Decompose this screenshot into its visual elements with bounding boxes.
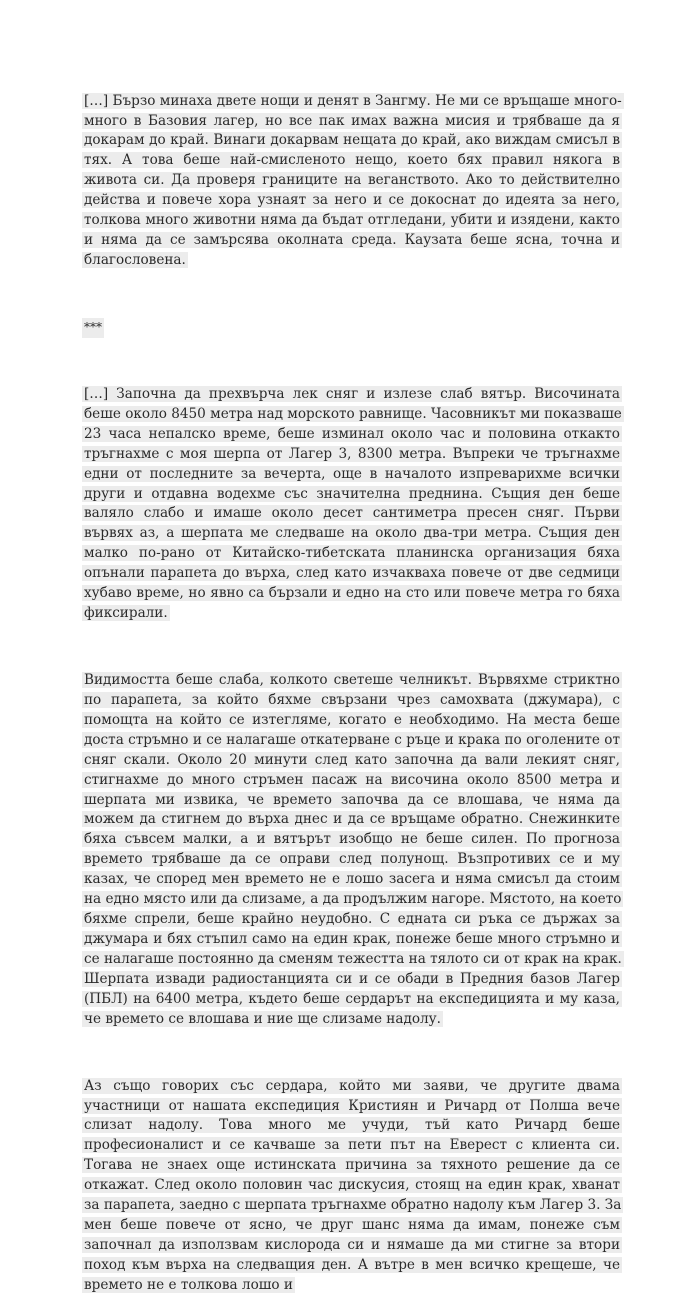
paragraph-visibility: Видимостта беше слаба, колкото светеше челникът. Вървяхме стриктно по парапета, за който бяхме свързани чрез самохвата (джумара), с помощта на който се изтегляме, когато е необходимо. На места беше доста стръмно и се налагаше откатерване с ръце и крака по оголените от сняг скали. Около 20 минути след като започна да вали лекият сняг, стигнахме до много стръмен пасаж на височина около 8500 метра и шерпата ми извика, че времето започва да се влошава, че няма да можем да стигнем до върха днес и да се връщаме обратно. Снежинките бяха съвсем малки, а и вятърът изобщо не беше силен. По прогноза времето трябваше да се оправи след полунощ. Възпротивих се и му казах, че според мен времето не е лошо засега и няма смисъл да стоим на едно място или да слизаме, а да продължим нагоре. Мястото, на което бяхме спрели, беше крайно неудобно. С едната си ръка се държах за джумара и бях стъпил само на един крак, понеже беше много стръмно и се налагаше постоянно да сменям тежестта на тялото си от крак на крак. Шерпата извади радиостанцията си и се обади в Предния базов Лагер (ПБЛ) на 6400 метра, където беше сердарът на експедицията и му каза, че времето се влошава и ние ще слизаме надолу. [84,672,622,1027]
section-separator: *** [82,318,622,338]
document-body [82,78,622,1309]
paragraph-gap [82,1043,622,1063]
paragraph-gap [82,284,622,304]
paragraph-zangmu: […] Бързо минаха двете нощи и денят в Зангму. Не ми се връщаше много-много в Базовия лагер, но все пак имах важна мисия и трябваше да я докарам до край. Винаги докарвам нещата до край, ако виждам смисъл в тях. А това беше най-смисленото нещо, което бях правил някога в живота си. Да проверя границите на веганството. Ако то действително действа и повече хора узнаят за него и се докоснат до идеята за него, толкова много животни няма да бъдат отгледани, убити и изядени, както и няма да се замърсява околната среда. Каузата беше ясна, точна и благословена. [84,92,622,268]
paragraph-gap [82,638,622,658]
paragraph-gap [82,351,622,371]
paragraph-sirdar: Аз също говорих със сердара, който ми заяви, че другите двама участници от нашата експедиция Кристиян и Ричард от Полша вече слизат надолу. Това много ме учуди, тъй като Ричард беше професионалист и се качваше за пети път на Еверест с клиента си. Тогава не знаех още истинската причина за тяхното решение да се откажат. След около половин час дискусия, стоящ на един крак, хванат за парапета, заедно с шерпата тръгнахме обратно надолу към Лагер 3. За мен беше повече от ясно, че друг шанс няма да имам, понеже съм започнал да използвам кислорода си и нямаше да ми стигне за втори поход към върха на следващия ден. А вътре в мен всичко крещеше, че времето не е толкова лошо и [84,1077,622,1293]
paragraph-snow: […] Започна да прехвърча лек сняг и излезе слаб вятър. Височината беше около 8450 метра над морското равнище. Часовникът ми показваше 23 часа непалско време, беше изминал около час и половина откакто тръгнахме с моя шерпа от Лагер 3, 8300 метра. Въпреки че тръгнахме едни от последните за вечерта, още в началото изпреварихме всички други и отдавна водехме със значителна преднина. Същия ден беше валяло слабо и имаше около десет сантиметра пресен сняг. Първи вървях аз, а шерпата ме следваше на около два-три метра. Същия ден малко по-рано от Китайско-тибетската планинска организация бяха опънали парапета до върха, след като изчакваха повече от две седмици хубаво време, но явно са бързали и едно на сто или повече метра го бяха фиксирали. [84,386,622,621]
